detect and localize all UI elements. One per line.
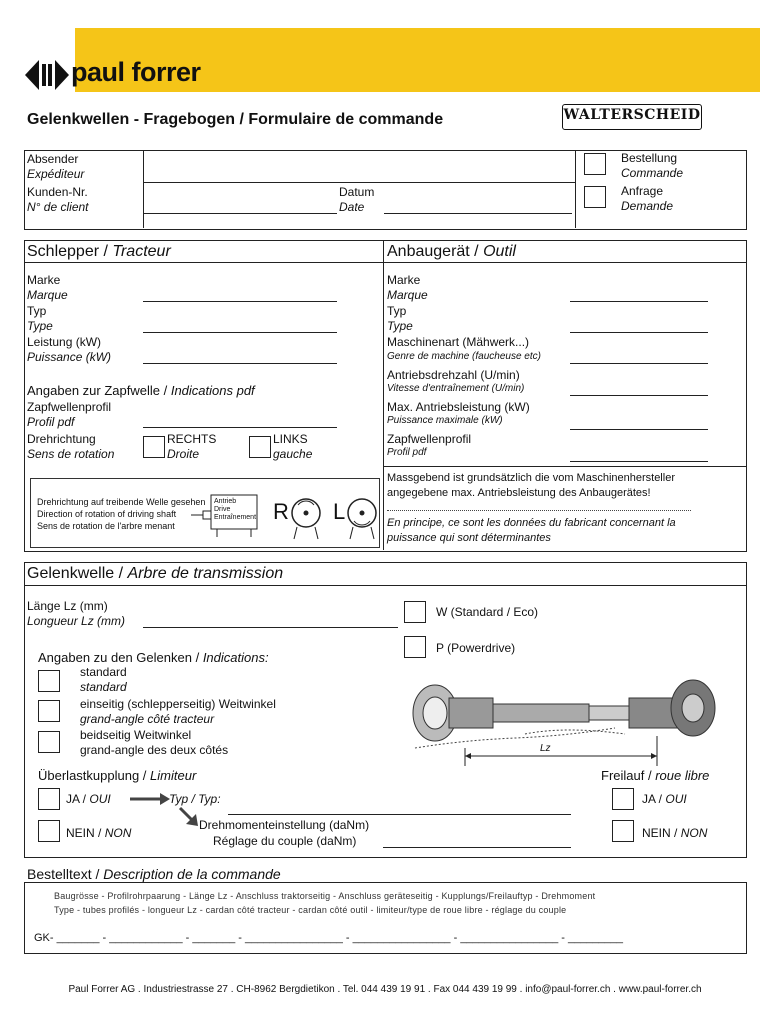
torque-field[interactable] — [383, 847, 571, 848]
implement-profil-field[interactable] — [570, 461, 708, 462]
freilauf-oui-text: OUI — [665, 792, 687, 806]
rotation-diagram — [30, 478, 380, 548]
tractor-typ-label: Typ — [27, 304, 47, 318]
diagram-text-fr: Sens de rotation de l'arbre menant — [37, 521, 175, 531]
gauche-label: gauche — [273, 447, 313, 461]
freilauf-nein-text: NEIN — [642, 826, 671, 840]
implement-profil-fr-label: Profil pdf — [387, 447, 427, 458]
datum-label: Datum — [339, 185, 375, 199]
pto-shaft-illustration — [405, 668, 725, 768]
torque-label: Drehmomenteinstellung (daNm) — [199, 818, 370, 832]
beidseitig-fr-label: grand-angle des deux côtés — [80, 743, 229, 757]
standard-fr-label: standard — [80, 680, 127, 694]
implement-heading: Anbaugerät / Outil — [387, 243, 516, 260]
implement-heading-de: Anbaugerät — [387, 243, 470, 260]
divider — [383, 240, 384, 550]
tractor-heading-fr: Tracteur — [112, 243, 171, 260]
divider — [383, 466, 746, 467]
pdf-heading-fr: Indications pdf — [170, 383, 255, 398]
implement-note-fr: En principe, ce sont les données du fabricant concernant la puissance qui sont déterminantes — [387, 517, 676, 544]
overload-heading: Überlastkupplung / Limiteur — [38, 768, 197, 783]
tractor-leistung-label: Leistung (kW) — [27, 335, 102, 349]
divider — [24, 262, 746, 263]
freilauf-nein-label: NEIN / NON — [642, 826, 708, 840]
divider — [24, 585, 746, 586]
implement-marke-field[interactable] — [570, 301, 708, 302]
freilauf-heading: Freilauf / roue libre — [601, 768, 710, 783]
absender-field[interactable] — [144, 182, 575, 183]
freilauf-nein-checkbox[interactable] — [612, 820, 634, 842]
sens-rotation-label: Sens de rotation — [27, 447, 115, 461]
einseitig-label: einseitig (schlepperseitig) Weitwinkel — [80, 697, 276, 711]
brand-name: paul forrer — [71, 57, 201, 87]
divider — [575, 150, 576, 228]
freilauf-heading-fr: roue libre — [655, 768, 710, 783]
divider — [387, 510, 691, 511]
bestellung-label: Bestellung — [621, 151, 678, 165]
overload-nein-label: NEIN / NON — [66, 826, 132, 840]
overload-nein-text: NEIN — [66, 826, 95, 840]
paul-forrer-logo — [25, 58, 235, 94]
overload-ja-text: JA — [66, 792, 80, 806]
joints-heading-fr: Indications: — [202, 650, 269, 665]
laenge-field[interactable] — [143, 627, 398, 628]
longueur-label: Longueur Lz (mm) — [27, 614, 126, 628]
tractor-profil-field[interactable] — [143, 427, 337, 428]
absender-label: Absender — [27, 152, 79, 166]
rechts-checkbox[interactable] — [143, 436, 165, 458]
order-heading: Bestelltext / Description de la commande — [27, 866, 281, 882]
rotation-right-icon — [289, 493, 323, 541]
drive-box-line3: Entraînement — [214, 514, 257, 521]
implement-type-label: Type — [387, 319, 413, 333]
joints-heading-de: Angaben zu den Gelenken — [38, 650, 192, 665]
max-leistung-field[interactable] — [570, 429, 708, 430]
links-label: LINKS — [273, 432, 308, 446]
freilauf-non-text: NON — [680, 826, 708, 840]
overload-heading-de: Überlastkupplung — [38, 768, 140, 783]
overload-oui-text: OUI — [89, 792, 111, 806]
maschinenart-label: Maschinenart (Mähwerk...) — [387, 335, 530, 349]
overload-ja-label: JA / OUI — [66, 792, 111, 806]
tractor-puissance-label: Puissance (kW) — [27, 350, 112, 364]
overload-nein-checkbox[interactable] — [38, 820, 60, 842]
tractor-marke-field[interactable] — [143, 301, 337, 302]
arrow-right-icon — [130, 793, 170, 805]
drehzahl-field[interactable] — [570, 395, 708, 396]
kunden-nr-field[interactable] — [144, 213, 337, 214]
genre-label: Genre de machine (faucheuse etc) — [387, 351, 541, 362]
einseitig-checkbox[interactable] — [38, 700, 60, 722]
freilauf-ja-label: JA / OUI — [642, 792, 687, 806]
tractor-profil-label: Zapfwellenprofil — [27, 400, 112, 414]
logo-mark-icon — [25, 58, 69, 92]
rotation-left-icon — [345, 493, 379, 541]
tractor-marque-label: Marque — [27, 288, 68, 302]
rechts-label: RECHTS — [167, 432, 217, 446]
anfrage-label: Anfrage — [621, 184, 664, 198]
order-heading-de: Bestelltext — [27, 866, 92, 882]
form-title: Gelenkwellen - Fragebogen / Formulaire de commande — [27, 111, 444, 128]
gk-order-code-field[interactable]: GK- _______ - ____________ - _______ - ________________ - ________________ - ________________ - _________ — [34, 932, 624, 944]
tractor-profil-fr-label: Profil pdf — [27, 415, 75, 429]
bestellung-checkbox[interactable] — [584, 153, 606, 175]
pdf-heading-de: Angaben zur Zapfwelle — [27, 383, 160, 398]
client-no-label: N° de client — [27, 200, 89, 214]
lz-dimension-label: Lz — [540, 743, 551, 754]
tractor-leistung-field[interactable] — [143, 363, 337, 364]
overload-ja-checkbox[interactable] — [38, 788, 60, 810]
freilauf-ja-checkbox[interactable] — [612, 788, 634, 810]
max-leistung-label: Max. Antriebsleistung (kW) — [387, 400, 530, 414]
implement-marke-label: Marke — [387, 273, 421, 287]
r-label: R — [273, 499, 289, 524]
standard-label: standard — [80, 665, 127, 679]
walterscheid-text: WALTERSCHEID — [563, 107, 701, 123]
commande-label: Commande — [621, 166, 684, 180]
diagram-text-en: Direction of rotation of driving shaft — [37, 509, 177, 519]
implement-profil-label: Zapfwellenprofil — [387, 432, 472, 446]
p-powerdrive-label: P (Powerdrive) — [436, 641, 516, 655]
beidseitig-checkbox[interactable] — [38, 731, 60, 753]
joints-heading: Angaben zu den Gelenken / Indications: — [38, 650, 269, 665]
puissance-max-label: Puissance maximale (kW) — [387, 415, 503, 426]
freilauf-heading-de: Freilauf — [601, 768, 645, 783]
order-line-de: Baugrösse - Profilrohrpaarung - Länge Lz - Anschluss traktorseitig - Anschluss geräteseitig - Kupplungs/Freilauftyp - Drehmoment — [54, 891, 596, 901]
torque-fr-label: Réglage du couple (daNm) — [213, 834, 357, 848]
freilauf-ja-text: JA — [642, 792, 656, 806]
order-line-fr: Type - tubes profilés - longueur Lz - cardan côté tracteur - cardan côté outil - limiteur/type de roue libre - réglage du couple — [54, 905, 567, 915]
walterscheid-logo — [562, 104, 702, 130]
l-label: L — [333, 499, 346, 524]
tractor-heading: Schlepper / Tracteur — [27, 243, 171, 260]
einseitig-fr-label: grand-angle côté tracteur — [80, 712, 215, 726]
shaft-heading: Gelenkwelle / Arbre de transmission — [27, 565, 284, 582]
implement-typ-field[interactable] — [570, 332, 708, 333]
kunden-nr-label: Kunden-Nr. — [27, 185, 88, 199]
drive-box-text — [214, 498, 256, 522]
tractor-marke-label: Marke — [27, 273, 61, 287]
implement-note-de: Massgebend ist grundsätzlich die vom Maschinenhersteller angegebene max. Antriebsleistung des Anbaugerätes! — [387, 472, 675, 499]
tractor-heading-de: Schlepper — [27, 243, 100, 260]
diagram-text-de: Drehrichtung auf treibende Welle gesehen — [37, 497, 206, 507]
vitesse-label: Vitesse d'entraînement (U/min) — [387, 383, 525, 394]
implement-marque-label: Marque — [387, 288, 428, 302]
drehrichtung-label: Drehrichtung — [27, 432, 96, 446]
maschinenart-field[interactable] — [570, 363, 708, 364]
shaft-heading-de: Gelenkwelle — [27, 565, 115, 582]
date-label: Date — [339, 200, 365, 214]
expediteur-label: Expéditeur — [27, 167, 85, 181]
drive-box-line1: Antrieb — [214, 498, 237, 505]
overload-non-text: NON — [104, 826, 132, 840]
laenge-label: Länge Lz (mm) — [27, 599, 108, 613]
pdf-heading: Angaben zur Zapfwelle / Indications pdf — [27, 383, 255, 398]
datum-field[interactable] — [384, 213, 572, 214]
drehzahl-label: Antriebsdrehzahl (U/min) — [387, 368, 520, 382]
drive-box-line2: Drive — [214, 506, 231, 513]
beidseitig-label: beidseitig Weitwinkel — [80, 728, 192, 742]
links-checkbox[interactable] — [249, 436, 271, 458]
tractor-type-label: Type — [27, 319, 53, 333]
p-powerdrive-checkbox[interactable] — [404, 636, 426, 658]
demande-label: Demande — [621, 199, 674, 213]
typ-field[interactable] — [228, 814, 571, 815]
tractor-typ-field[interactable] — [143, 332, 337, 333]
implement-typ-label: Typ — [387, 304, 407, 318]
footer-contact: Paul Forrer AG . Industriestrasse 27 . CH-8962 Bergdietikon . Tel. 044 439 19 91 . Fax 044 439 19 99 . info@paul-forrer.ch . www.paul-forrer.ch — [68, 984, 702, 995]
overload-heading-fr: Limiteur — [150, 768, 197, 783]
implement-heading-fr: Outil — [483, 243, 516, 260]
anfrage-checkbox[interactable] — [584, 186, 606, 208]
droite-label: Droite — [167, 447, 200, 461]
standard-checkbox[interactable] — [38, 670, 60, 692]
w-standard-label: W (Standard / Eco) — [436, 605, 539, 619]
order-heading-fr: Description de la commande — [103, 866, 281, 882]
divider — [143, 150, 144, 228]
w-standard-checkbox[interactable] — [404, 601, 426, 623]
shaft-heading-fr: Arbre de transmission — [127, 565, 284, 582]
typ-label: Typ / Typ: — [169, 792, 221, 806]
